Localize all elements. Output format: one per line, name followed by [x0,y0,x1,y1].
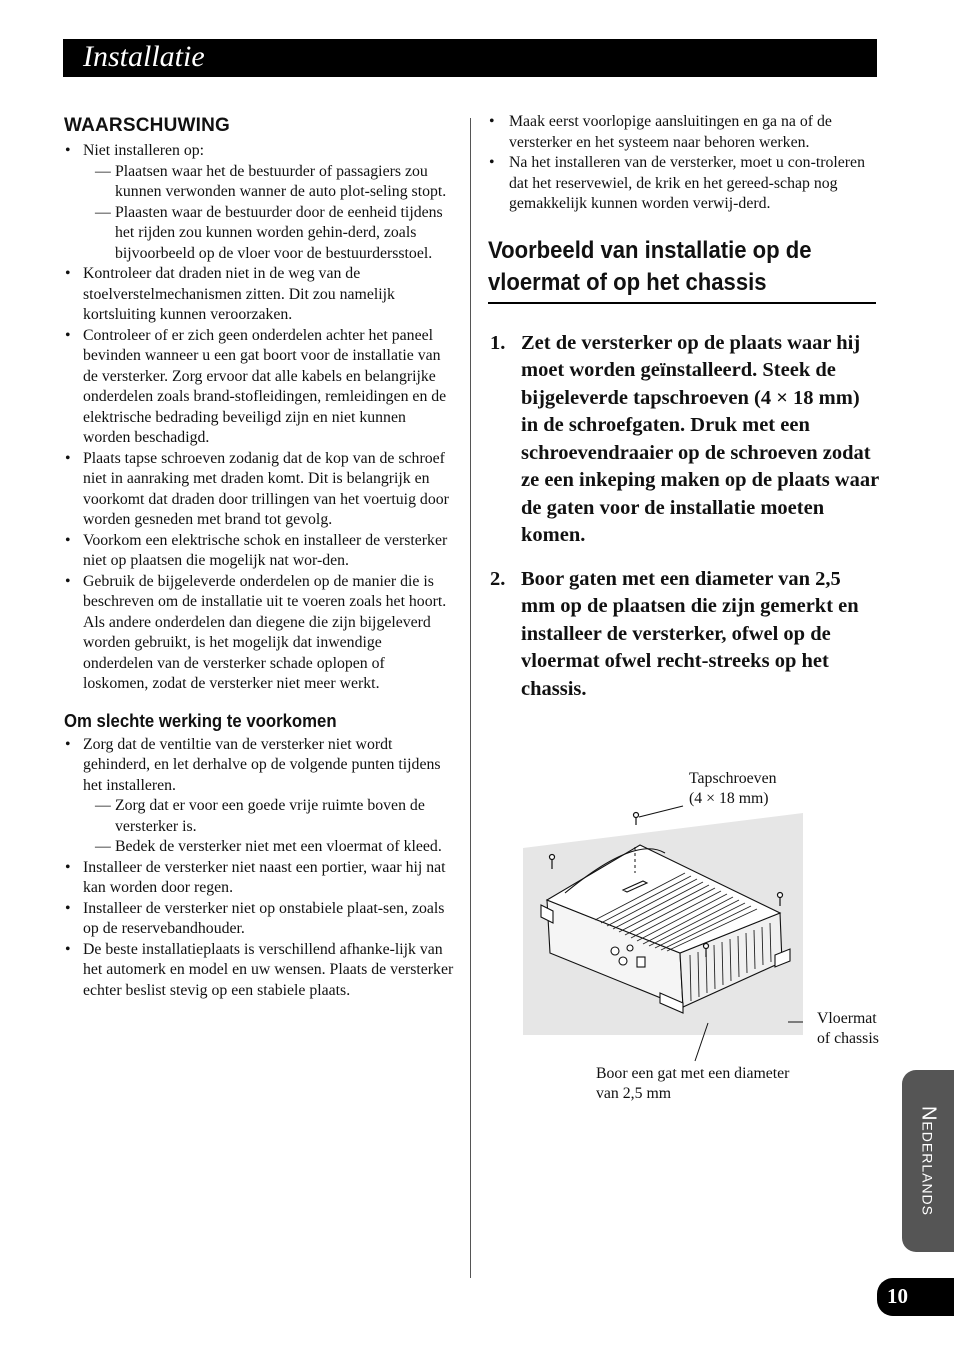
mat-label-line: Vloermat [817,1010,877,1027]
mat-label-line: of chassis [817,1030,879,1047]
prevent-heading: Om slechte werking te voorkomen [64,710,337,731]
list-item: • Kontroleer dat draden niet in de weg van de stoelverstelmechanismen zitten. Dit zou namelijk kortsluiting kunnen veroorzaken. [64,264,454,326]
column-divider [470,118,471,1278]
list-item: • Controleer of er zich geen onderdelen achter het paneel bevinden wanneer u een gat boort voor de installatie van de versterker. Zorg ervoor dat alle kabels en belangrijke onderdelen zoals brand-stofleidingen, remleidingen en de elektrische bedrading beveiligd zijn en niet kunnen worden beschadigd. [64,326,454,449]
screws-label [689,769,777,809]
prevent-list [64,735,454,1002]
warning-list [64,141,454,695]
list-item: • Na het installeren van de versterker, moet u con-troleren dat het reservewiel, de krik en het gereed-schap nog gemakkelijk kunnen worden verwij-derd. [488,153,880,215]
step-item [488,330,880,550]
list-item-text: Niet installeren op: [83,142,205,159]
list-item: • Plaats tapse schroeven zodanig dat de kop van de schroef niet in aanraking met draden komt. Dit is belangrijk en voorkomt dat draden door trillingen van het voertuig door worden gesneden met brand tot gevolg. [64,449,454,531]
mat-label [817,1009,879,1049]
list-item: • Installeer de versterker niet naast een portier, waar hij nat kan worden door regen. [64,858,454,899]
sub-list [83,796,454,858]
left-column [64,112,454,1001]
screws-label-line: (4 × 18 mm) [689,790,769,807]
step-number: 2. [490,567,506,590]
warning-heading: WAARSCHUWING [64,115,230,136]
screws-leader-line [639,806,683,817]
screws-label-line: Tapschroeven [689,770,777,787]
language-tab-label [917,1106,940,1216]
sub-list [83,162,454,265]
drill-label-line: van 2,5 mm [596,1085,672,1102]
steps-list [488,330,880,704]
page-title: Installatie [83,40,205,73]
right-bullet-list [488,112,880,215]
step-text: Zet de versterker op de plaats waar hij moet worden geïnstalleerd. Steek de bijgeleverde tapschroeven (4 × 18 mm) in de schroefgaten. Druk met een schroevendraaier op de schroeven zodat ze een inkeping maken op de plaats waar de gaten voor de installatie moeten komen. [521,331,879,546]
page-header [63,39,877,77]
section-title-rule [488,302,876,304]
step-number: 1. [490,331,506,354]
language-tab-text: Nederlands [917,1105,940,1217]
list-item: • De beste installatieplaats is verschillend afhanke-lijk van het automerk en model en uw wensen. Plaats de versterker echter beslist stevig op een stabiele plaats. [64,940,454,1002]
drill-label [596,1064,789,1104]
amplifier-illustration [505,765,905,1110]
section-title: Voorbeeld van installatie op de vloermat of op het chassis [488,236,812,296]
list-item: • Voorkom een elektrische schok en installeer de versterker niet op plaatsen die mogelijk nat wor-den. [64,531,454,572]
list-item [64,735,454,858]
right-bullets [488,112,880,215]
page-number-badge [877,1278,954,1316]
sub-list-item: — Plaasten waar de bestuurder door de eenheid tijdens het rijden zou kunnen worden gehin-derd, zoals bijvoorbeeld op de vloer voor de bestuurdersstoel. [83,203,454,265]
step-text: Boor gaten met een diameter van 2,5 mm op de plaatsen die zijn gemerkt en installeer de versterker, ofwel op de vloermat ofwel recht-streeks op het chassis. [521,567,859,700]
list-item: • Installeer de versterker niet op onstabiele plaat-sen, zoals op de reservebandhouder. [64,899,454,940]
installation-figure [505,765,905,1110]
sub-list-item: — Bedek de versterker niet met een vloermat of kleed. [83,837,454,858]
sub-list-item: — Plaatsen waar het de bestuurder of passagiers zou kunnen verwonden wanner de auto plot-seling stopt. [83,162,454,203]
right-column [488,112,880,719]
drill-label-line: Boor een gat met een diameter [596,1065,790,1082]
list-item [64,141,454,264]
list-item: • Gebruik de bijgeleverde onderdelen op de manier die is beschreven om de installatie uit te voeren zoals het hoort. Als andere onderdelen dan diegene die zijn bijgeleverd worden gebruikt, is het mogelijk dat inwendige onderdelen van de versterker schade oplopen of loskomen, zodat de versterker niet meer werkt. [64,572,454,695]
page-number: 10 [887,1284,908,1308]
list-item: • Maak eerst voorlopige aansluitingen en ga na of de versterker en het systeem naar behoren werken. [488,112,880,153]
sub-list-item: — Zorg dat er voor een goede vrije ruimte boven de versterker is. [83,796,454,837]
language-tab [902,1070,954,1252]
step-item [488,566,880,704]
list-item-text: Zorg dat de ventiltie van de versterker niet wordt gehinderd, en let derhalve op de volgende punten tijdens het installeren. [83,735,441,794]
